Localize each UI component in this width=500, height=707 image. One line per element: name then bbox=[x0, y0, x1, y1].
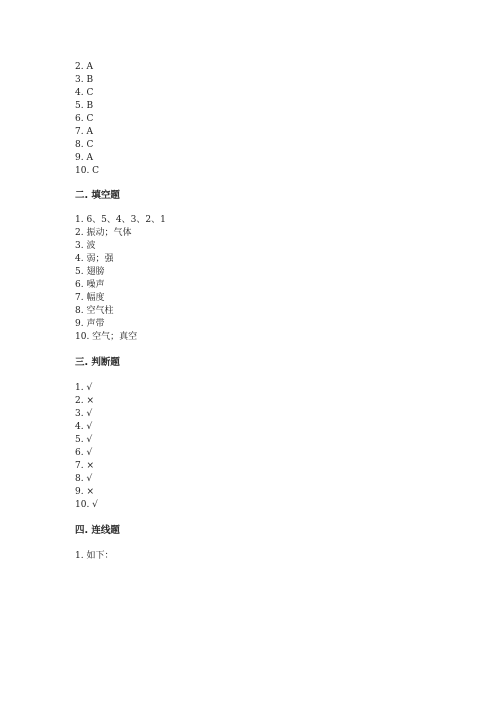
answer-line: 6. C bbox=[75, 114, 94, 124]
answer-line: 7. × bbox=[75, 461, 94, 471]
answer-line: 3. √ bbox=[75, 409, 93, 419]
answer-line: 6. 噪声 bbox=[75, 280, 105, 290]
answer-line: 3. 波 bbox=[75, 241, 96, 251]
choice-answers-list bbox=[75, 61, 99, 178]
answer-line: 8. 空气柱 bbox=[75, 306, 114, 316]
matching-section-heading: 四. 连线题 bbox=[75, 525, 120, 536]
answer-line: 5. √ bbox=[75, 435, 93, 445]
answer-line: 4. C bbox=[75, 88, 94, 98]
true-false-answers-list bbox=[75, 382, 98, 512]
true-false-section-heading: 三. 判断题 bbox=[75, 357, 120, 368]
answer-line: 2. A bbox=[75, 62, 93, 72]
answer-line: 5. B bbox=[75, 101, 94, 111]
answer-line: 9. × bbox=[75, 487, 94, 497]
answer-line: 7. A bbox=[75, 127, 93, 137]
answer-line: 9. 声带 bbox=[75, 319, 105, 329]
answer-line: 2. 振动；气体 bbox=[75, 228, 132, 238]
answer-line: 2. × bbox=[75, 396, 94, 406]
matching-answers-list bbox=[75, 550, 113, 563]
answer-line: 10. C bbox=[75, 166, 100, 176]
answer-line: 7. 幅度 bbox=[75, 293, 105, 303]
answer-line: 4. √ bbox=[75, 422, 93, 432]
answer-line: 8. √ bbox=[75, 474, 93, 484]
answer-line: 1. √ bbox=[75, 383, 93, 393]
answer-line: 3. B bbox=[75, 75, 94, 85]
fill-in-section-heading: 二. 填空题 bbox=[75, 190, 120, 201]
answer-line: 6. √ bbox=[75, 448, 93, 458]
answer-line: 4. 弱；强 bbox=[75, 254, 114, 264]
answer-line: 10. √ bbox=[75, 500, 98, 510]
answer-line: 10. 空气；真空 bbox=[75, 332, 138, 342]
answer-line: 9. A bbox=[75, 153, 93, 163]
answer-line: 5. 翅膀 bbox=[75, 267, 105, 277]
answer-line: 1. 如下： bbox=[75, 551, 114, 561]
answer-line: 8. C bbox=[75, 140, 94, 150]
answer-line: 1. 6、5、4、3、2、1 bbox=[75, 215, 166, 225]
fill-in-answers-list bbox=[75, 214, 166, 344]
